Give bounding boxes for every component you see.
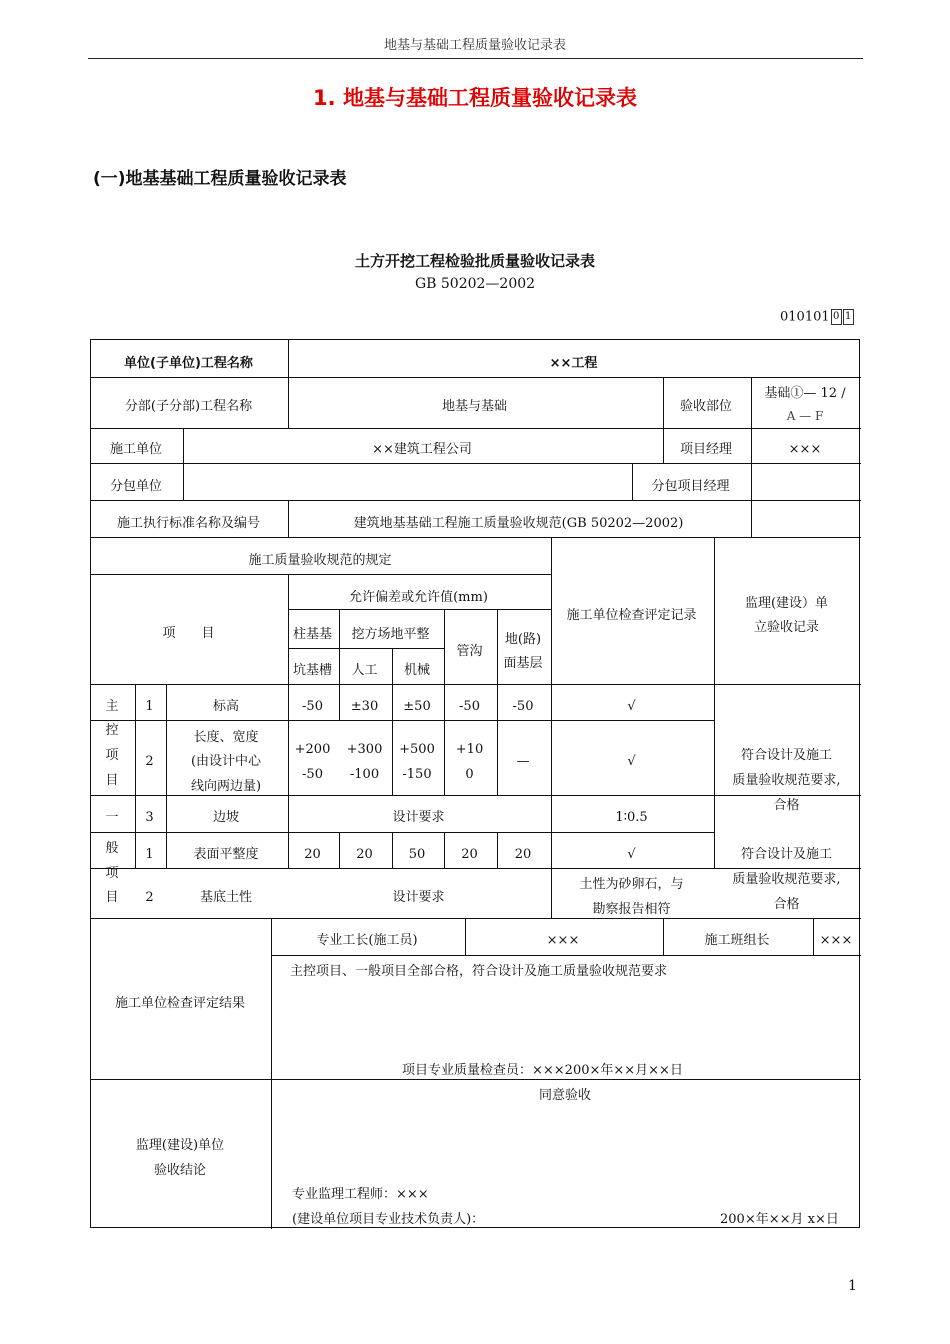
- col-site: 挖方场地平整: [351, 627, 430, 642]
- standard-label: 施工执行标准名称及编号: [116, 516, 260, 531]
- row-item-name: 基底土性: [199, 890, 252, 905]
- row-check: 1∶0.5: [615, 810, 648, 825]
- row-number: 1: [145, 699, 154, 714]
- supervisor-header: 监理(建设）单: [744, 596, 829, 611]
- running-header: 地基与基础工程质量验收记录表: [383, 38, 566, 53]
- supervisor-header-2: 立验收记录: [753, 620, 819, 635]
- row-value: -50: [302, 699, 323, 714]
- row-value: 50: [408, 847, 426, 862]
- row-item-name: 长度、宽度: [193, 730, 259, 745]
- row-item-name: 边坡: [212, 810, 239, 825]
- row-check: √: [627, 699, 636, 714]
- row-item-name: 标高: [212, 699, 239, 714]
- result-text: 主控项目、一般项目全部合格，符合设计及施工质量验收规范要求: [290, 964, 668, 979]
- acceptance-part-value-axis: A — F: [786, 409, 824, 423]
- row-check-2: 勘察报告相符: [592, 902, 671, 917]
- row-item-name-2: (由设计中心: [190, 754, 262, 769]
- constructor-value: ××建筑工程公司: [372, 442, 472, 457]
- item-header: 项 目: [162, 626, 215, 641]
- serial-box: 0: [831, 309, 842, 325]
- sub-project-value: 地基与基础: [441, 399, 507, 414]
- col-ground-2: 面基层: [503, 656, 543, 671]
- subcontractor-label: 分包单位: [109, 479, 162, 494]
- general-group-label: 一: [105, 810, 119, 825]
- main-group-label: 项: [105, 748, 119, 763]
- row-number: 2: [145, 890, 154, 905]
- team-leader-label: 施工班组长: [704, 933, 770, 948]
- constructor-label: 施工单位: [109, 442, 162, 457]
- row-value: -150: [402, 767, 432, 782]
- row-value: 0: [465, 767, 474, 782]
- row-value: 20: [514, 847, 532, 862]
- spec-header: 施工质量验收规范的规定: [248, 553, 392, 568]
- row-number: 3: [145, 810, 154, 825]
- general-group-label: 般: [105, 841, 119, 856]
- row-item-name-3: 线向两边量): [190, 779, 262, 794]
- row-number: 2: [145, 754, 154, 769]
- general-conclusion: 符合设计及施工: [740, 847, 832, 862]
- sub-project-label: 分部(子分部)工程名称: [124, 399, 253, 414]
- col-manual: 人工: [351, 663, 378, 678]
- row-value: 20: [461, 847, 478, 862]
- row-value: +300: [346, 742, 383, 757]
- project-manager-label: 项目经理: [679, 442, 732, 457]
- unit-project-label: 单位(子单位)工程名称: [124, 356, 253, 371]
- supervision-label: 监理(建设)单位: [135, 1138, 225, 1153]
- general-conclusion-3: 合格: [773, 897, 800, 912]
- row-value: ±50: [403, 699, 431, 714]
- row-number: 1: [145, 847, 154, 862]
- owner-line: (建设单位项目专业技术负责人)：: [292, 1212, 485, 1227]
- standard-value: 建筑地基基础工程施工质量验收规范(GB 50202—2002): [353, 516, 684, 531]
- row-value: -50: [302, 767, 323, 782]
- team-leader-value: ×××: [819, 933, 853, 948]
- contractor-check-header: 施工单位检查评定记录: [566, 608, 697, 623]
- row-value: +10: [455, 742, 484, 757]
- row-value: -50: [512, 699, 534, 714]
- main-group-label: 主: [105, 699, 119, 714]
- row-item-name: 表面平整度: [193, 847, 259, 862]
- row-value: ±30: [350, 699, 379, 714]
- section-title: (一)地基基础工程质量验收记录表: [93, 169, 347, 189]
- general-group-label: 项: [105, 866, 119, 881]
- main-group-label: 控: [105, 723, 119, 738]
- foreman-label: 专业工长(施工员): [316, 933, 418, 948]
- row-requirement: 设计要求: [392, 810, 445, 825]
- main-title: 1. 地基与基础工程质量验收记录表: [313, 86, 637, 110]
- row-requirement: 设计要求: [392, 890, 445, 905]
- serial-box: 1: [843, 309, 854, 325]
- foreman-value: ×××: [546, 933, 580, 948]
- col-machine: 机械: [403, 663, 430, 678]
- date-line: 200×年××月 x×日: [720, 1212, 839, 1227]
- general-group-label: 目: [105, 890, 119, 905]
- supervision-label-2: 验收结论: [153, 1163, 206, 1178]
- project-manager-value: ×××: [788, 442, 822, 457]
- col-pit: 柱基基: [292, 627, 332, 642]
- row-value: 20: [304, 847, 321, 862]
- general-conclusion-2: 质量验收规范要求,: [732, 872, 841, 887]
- standard-code: GB 50202—2002: [414, 276, 536, 292]
- page-number: 1: [848, 1278, 857, 1294]
- main-conclusion-3: 合格: [773, 798, 800, 813]
- result-label: 施工单位检查评定结果: [114, 996, 245, 1011]
- inspector-line: 项目专业质量检查员：×××200×年××月××日: [402, 1063, 683, 1078]
- main-conclusion-2: 质量验收规范要求,: [732, 773, 841, 788]
- unit-project-value: ××工程: [549, 356, 598, 371]
- main-conclusion: 符合设计及施工: [740, 748, 832, 763]
- col-pit-2: 坑基槽: [292, 663, 332, 678]
- acceptance-part-label: 验收部位: [679, 399, 732, 414]
- row-check: √: [627, 847, 636, 862]
- serial-number: [780, 309, 854, 325]
- row-check: √: [627, 754, 636, 769]
- col-trench: 管沟: [456, 644, 483, 659]
- row-value: -50: [459, 699, 480, 714]
- col-ground: 地(路): [504, 632, 542, 647]
- row-value: 20: [356, 847, 373, 862]
- supervision-text: 同意验收: [538, 1088, 591, 1103]
- row-value: +200: [294, 742, 331, 757]
- row-value: —: [516, 754, 530, 769]
- sub-pm-label: 分包项目经理: [651, 479, 730, 494]
- engineer-line: 专业监理工程师：×××: [292, 1187, 429, 1202]
- row-check: 土性为砂卵石，与: [579, 877, 684, 892]
- serial-prefix: 010101: [780, 309, 830, 325]
- row-value: -100: [349, 767, 380, 782]
- main-group-label: 目: [105, 773, 119, 788]
- header-rule: [88, 58, 863, 59]
- form-title: 土方开挖工程检验批质量验收记录表: [354, 252, 595, 270]
- acceptance-part-value: 基础①— 12 /: [764, 386, 846, 401]
- row-value: +500: [399, 742, 435, 757]
- allowance-header: 允许偏差或允许值(mm): [349, 590, 488, 605]
